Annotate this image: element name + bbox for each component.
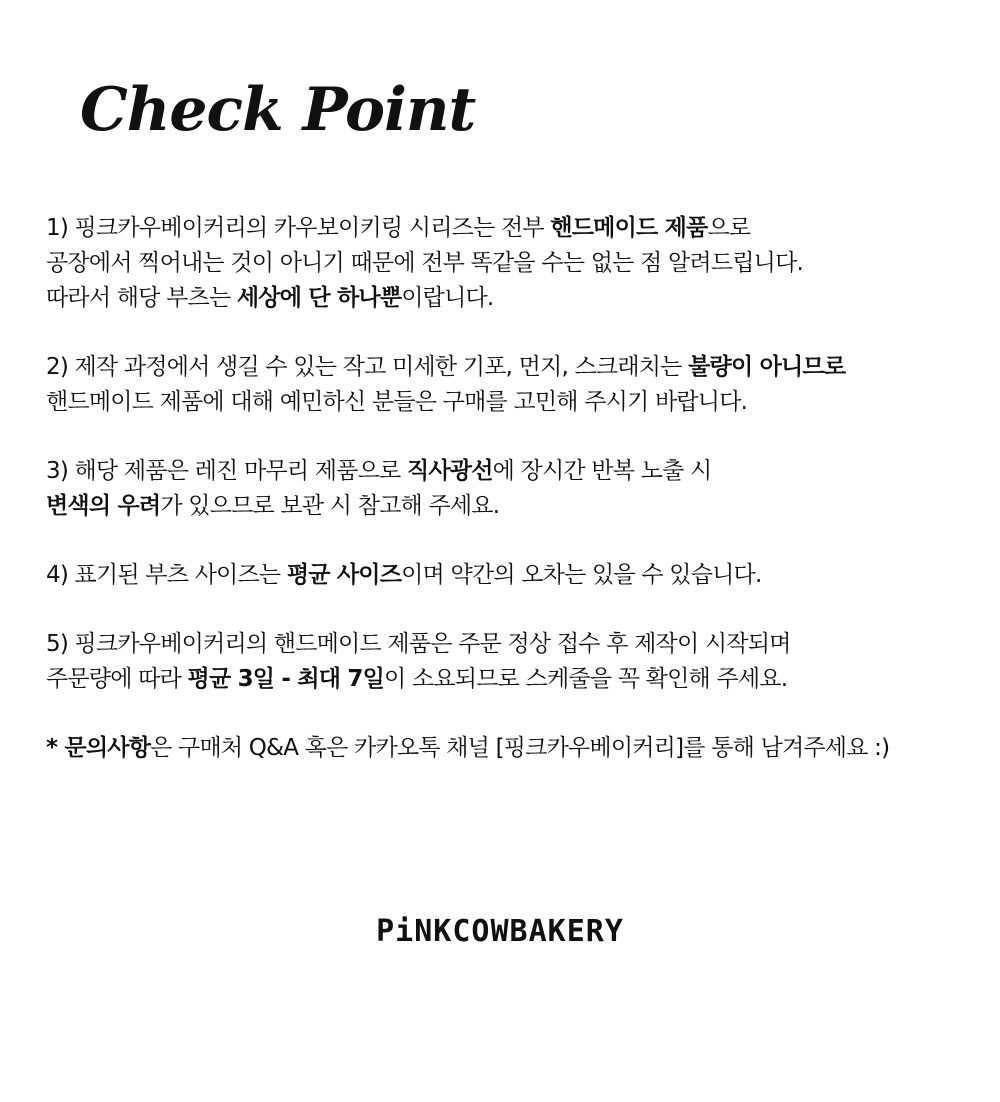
emphasis-text: 핸드메이드 제품 <box>550 215 708 241</box>
note-text: 핸드메이드 제품에 대해 예민하신 분들은 구매를 고민해 주시기 바랍니다. <box>46 389 748 415</box>
note-text: 5) 핑크카우베이커리의 핸드메이드 제품은 주문 정상 접수 후 제작이 시작되며 <box>46 631 791 657</box>
emphasis-text: 변색의 우려 <box>46 493 161 519</box>
note-text: 이며 약간의 오차는 있을 수 있습니다. <box>401 562 762 588</box>
emphasis-text: 평균 사이즈 <box>286 562 402 588</box>
emphasis-text: 불량이 아니므로 <box>688 354 846 380</box>
note-line <box>46 246 966 281</box>
note-line <box>46 385 966 420</box>
note-text: 공장에서 찍어내는 것이 아니기 때문에 전부 똑같을 수는 없는 점 알려드립니다. <box>46 250 803 276</box>
note-text: 4) 표기된 부츠 사이즈는 <box>46 562 287 588</box>
emphasis-text: 평균 3일 - 최대 7일 <box>187 666 385 692</box>
emphasis-text: 세상에 단 하나뿐 <box>236 285 402 311</box>
note-item <box>46 627 966 697</box>
note-line <box>46 454 966 489</box>
note-text: 1) 핑크카우베이커리의 카우보이키링 시리즈는 전부 <box>46 215 551 241</box>
note-line <box>46 281 966 316</box>
note-text: 이 소요되므로 스케줄을 꼭 확인해 주세요. <box>384 666 788 692</box>
note-text: 이랍니다. <box>401 285 494 311</box>
note-item <box>46 558 966 593</box>
note-line <box>46 627 966 662</box>
note-line <box>46 489 966 524</box>
note-line <box>46 350 966 385</box>
note-text: 2) 제작 과정에서 생길 수 있는 작고 미세한 기포, 먼지, 스크래치는 <box>46 354 689 380</box>
note-text: 가 있으므로 보관 시 참고해 주세요. <box>160 493 500 519</box>
note-text: 에 장시간 반복 노출 시 <box>492 458 712 484</box>
emphasis-text: * 문의사항 <box>46 735 151 761</box>
note-line <box>46 558 966 593</box>
notes-list <box>46 211 966 697</box>
note-line <box>46 662 966 697</box>
note-text: 으로 <box>707 215 751 241</box>
note-item <box>46 350 966 420</box>
note-text: 따라서 해당 부츠는 <box>46 285 237 311</box>
contact-text: 은 구매처 Q&A 혹은 카카오톡 채널 [핑크카우베이커리]를 통해 남겨주세요 :) <box>150 735 890 761</box>
contact-notice <box>46 731 966 766</box>
note-item <box>46 211 966 316</box>
note-item <box>46 454 966 524</box>
brand-logo: PiNKCOWBAKERY <box>376 914 624 949</box>
check-point-notes <box>46 211 966 766</box>
page-title: Check Point <box>80 75 476 145</box>
emphasis-text: 직사광선 <box>406 458 493 484</box>
note-line <box>46 211 966 246</box>
note-text: 3) 해당 제품은 레진 마무리 제품으로 <box>46 458 407 484</box>
note-text: 주문량에 따라 <box>46 666 188 692</box>
